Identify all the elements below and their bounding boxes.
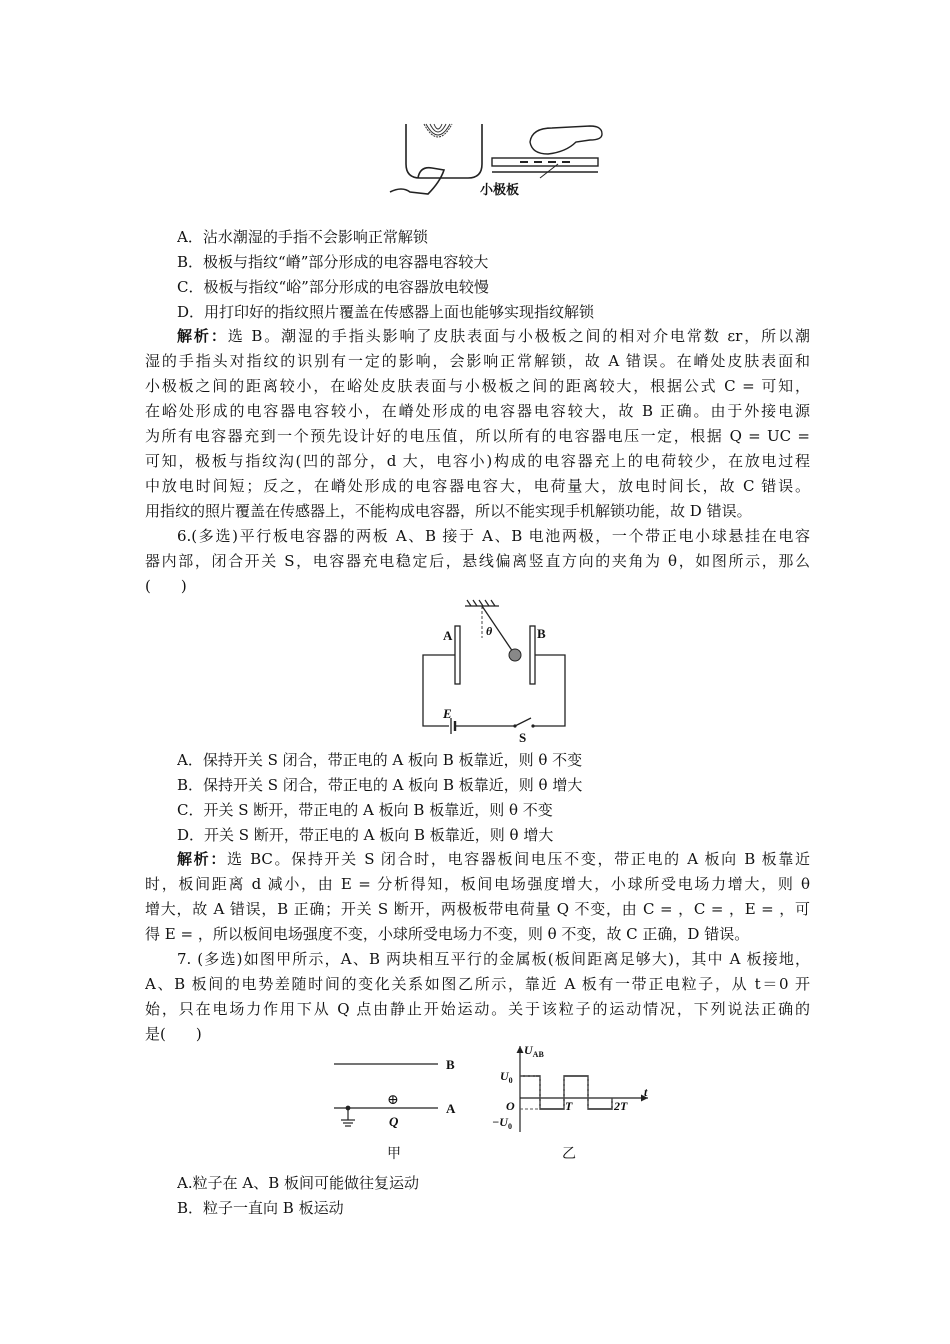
plate-b-label: B [537,626,546,641]
q5-analysis-line-4: 在峪处形成的电容器电容较小，在嵴处形成的电容器电容较大，故 B 正确。由于外接电源 [145,402,810,420]
q5-analysis-label: 解析： [177,327,228,345]
q5-analysis-line-5: 为所有电容器充到一个预先设计好的电压值，所以所有的电容器电压一定，根据 Q = UC = [145,427,810,445]
capacitor-circuit-figure [415,596,575,746]
tick-2t-label: 2T [614,1099,628,1113]
plate-a-label: A [443,628,453,643]
figure-yi-caption: 乙 [562,1147,576,1162]
u0-label: $U_0$ [500,1069,513,1085]
plate-b [530,626,535,684]
q6-analysis-line-3: 增大，故 A 错误，B 正确；开关 S 断开，两极板带电荷量 Q 不变，由 C = ，C = ，E = ，可 [145,900,810,918]
q6-analysis-line-1: 解析：选 BC。保持开关 S 闭合时，电容器板间电压不变，带正电的 A 板向 B 板靠近 [177,850,810,868]
ceiling-support [465,600,499,606]
q5-option-c: C．极板与指纹“峪”部分形成的电容器放电较慢 [177,278,489,296]
q6-option-d: D．开关 S 断开，带正电的 A 板向 B 板靠近，则 θ 增大 [177,826,554,844]
ground-symbol [341,1106,355,1126]
t-axis-label: t [644,1085,648,1099]
q5-analysis-line-7: 中放电时间短；反之，在嵴处形成的电容器电容大，电荷量大，放电时间长，故 C 错误。 [145,477,810,495]
u-ab-axis-label: $U_{AB}$ [524,1043,544,1059]
q6-analysis-line-4: 得 E = ，所以板间电场强度不变，小球所受电场力不变，则 θ 不变，故 C 正确，D 错误。 [145,925,750,943]
q6-stem-line-3: ( ) [145,577,187,595]
figure-jia-caption: 甲 [387,1147,401,1162]
point-q-label: Q [389,1114,399,1129]
q7-stem-line-4: 是( ) [145,1025,202,1043]
q5-option-d: D．用打印好的指纹照片覆盖在传感器上面也能够实现指纹解锁 [177,303,595,321]
q7-stem-line-2: A、B 板间的电势差随时间的变化关系如图乙所示，靠近 A 板有一带正电粒子，从 t＝0 开 [145,975,810,993]
q6-stem-line-1: 6.(多选)平行板电容器的两板 A、B 接于 A、B 电池两极，一个带正电小球悬挂在电容 [177,527,810,545]
tick-t-label: T [565,1099,573,1113]
plate-a [455,626,460,684]
jia-plate-a-label: A [446,1101,456,1116]
switch-label: S [519,730,527,745]
q6-option-c: C．开关 S 断开，带正电的 A 板向 B 板靠近，则 θ 不变 [177,801,553,819]
q5-analysis-line-8: 用指纹的照片覆盖在传感器上，不能构成电容器，所以不能实现手机解锁功能，故 D 错误。 [145,502,752,520]
battery-label: E [443,706,452,721]
q5-analysis-line-2: 湿的手指头对指纹的识别有一定的影响，会影响正常解锁，故 A 错误。在嵴处皮肤表面和 [145,352,810,370]
q7-stem-line-1: 7. (多选)如图甲所示，A、B 两块相互平行的金属板(板间距离足够大)，其中 A 板接地， [177,950,810,968]
charged-ball [509,649,521,661]
small-plate-label: 小极板 [480,182,520,197]
finger-on-sensor [492,126,602,178]
q5-option-b: B．极板与指纹“嵴”部分形成的电容器电容较大 [177,253,489,271]
q5-option-a: A．沾水潮湿的手指不会影响正常解锁 [177,228,428,246]
figure-yi [490,1040,660,1164]
switch-pivot [513,724,516,727]
q7-option-b: B．粒子一直向 B 板运动 [177,1199,344,1217]
q5-analysis-line-6: 可知，极板与指纹沟(凹的部分，d 大，电容小)构成的电容器充上的电荷较少，在放电过程 [145,452,810,470]
fingerprint-figure [380,120,620,200]
q5-analysis-line-3: 小极板之间的距离较小，在峪处皮肤表面与小极板之间的距离较大，根据公式 C = 可知， [145,377,810,395]
jia-plate-b-label: B [446,1057,455,1072]
q6-analysis-label: 解析： [177,850,227,868]
q6-analysis-line-2: 时，板间距离 d 减小，由 E = 分析得知，板间电场强度增大，小球所受电场力增大，则 θ [145,875,810,893]
q7-option-a: A.粒子在 A、B 板间可能做往复运动 [177,1174,419,1192]
positive-charge-icon: ⊕ [387,1093,399,1108]
angle-label: θ [486,624,493,638]
q6-option-a: A．保持开关 S 闭合，带正电的 A 板向 B 板靠近，则 θ 不变 [177,751,583,769]
figure-jia [330,1048,470,1164]
neg-u0-label: $-U_0$ [492,1115,512,1131]
q6-option-b: B．保持开关 S 闭合，带正电的 A 板向 B 板靠近，则 θ 增大 [177,776,583,794]
fingerprint-pattern [424,124,452,137]
q7-stem-line-3: 始，只在电场力作用下从 Q 点由静止开始运动。关于该粒子的运动情况，下列说法正确的 [145,1000,810,1018]
origin-label: O [506,1099,515,1113]
switch-contact [531,724,534,727]
q6-stem-line-2: 器内部，闭合开关 S，电容器充电稳定后，悬线偏离竖直方向的夹角为 θ，如图所示，那么 [145,552,810,570]
q5-analysis-line-1: 解析：选 B。潮湿的手指头影响了皮肤表面与小极板之间的相对介电常数 εr，所以潮 [177,327,810,345]
